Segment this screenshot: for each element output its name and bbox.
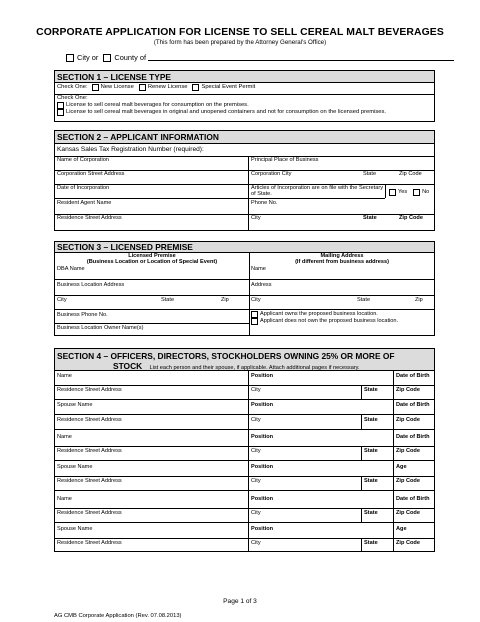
spouse-2-city-label: City <box>251 478 261 484</box>
county-checkbox[interactable] <box>103 54 111 62</box>
articles-yes-checkbox[interactable] <box>389 189 396 196</box>
state-label: State <box>363 215 377 221</box>
officer-2-name-label: Name <box>57 434 72 440</box>
resident-agent-label: Resident Agent Name <box>57 200 112 206</box>
premise-state-label: State <box>161 297 175 303</box>
containers-option <box>57 109 386 116</box>
spouse-3-name-label: Spouse Name <box>57 526 93 532</box>
officer-1-zip-label: Zip Code <box>396 387 420 393</box>
no-label: No <box>422 189 430 196</box>
licensed-premise-subheading: (Business Location or Location of Special Event) <box>86 259 218 265</box>
form-title: CORPORATE APPLICATION FOR LICENSE TO SELL CEREAL MALT BEVERAGES <box>36 27 444 38</box>
mailing-state-label: State <box>357 297 371 303</box>
zip-label: Zip Code <box>399 215 423 221</box>
officer-2-city-label: City <box>251 448 261 454</box>
mailing-address-heading: Mailing Address <box>320 253 364 259</box>
renew-license-checkbox[interactable] <box>139 84 146 91</box>
special-event-checkbox[interactable] <box>192 84 199 91</box>
spouse-1-zip-label: Zip Code <box>396 417 420 423</box>
principal-place-label: Principal Place of Business <box>251 157 319 163</box>
business-phone-label: Business Phone No. <box>57 312 108 318</box>
spouse-1-name-label: Spouse Name <box>57 402 93 408</box>
officer-3-dob-label: Date of Birth <box>396 496 430 502</box>
spouse-1-street-label: Residence Street Address <box>57 417 122 423</box>
section-licensed-premise <box>54 241 435 336</box>
officer-3-zip-label: Zip Code <box>396 510 420 516</box>
owns-location-option <box>251 311 378 318</box>
premise-city-label: City <box>57 297 67 303</box>
dba-label: DBA Name <box>57 266 85 272</box>
licensed-premise-heading: Licensed Premise <box>128 253 176 259</box>
not-own-location-checkbox[interactable] <box>251 318 258 325</box>
officer-1-city-label: City <box>251 387 261 393</box>
articles-no-checkbox[interactable] <box>413 189 420 196</box>
phone-label: Phone No. <box>251 200 278 206</box>
section-4-heading <box>55 349 434 371</box>
officer-1-name-label: Name <box>57 373 72 379</box>
spouse-3-state-label: State <box>364 540 378 546</box>
officer-2-zip-label: Zip Code <box>396 448 420 454</box>
new-license-checkbox[interactable] <box>92 84 99 91</box>
spouse-2-age-label: Age <box>396 464 407 470</box>
spouse-3-city-label: City <box>251 540 261 546</box>
city-label: City or <box>77 53 99 62</box>
not-own-location-option <box>251 318 398 325</box>
page-number: Page 1 of 3 <box>223 598 257 605</box>
mailing-city-label: City <box>251 297 261 303</box>
section-officers <box>54 348 435 552</box>
corp-zip-label: Zip Code <box>399 171 422 177</box>
section-4-title: SECTION 4 – OFFICERS, DIRECTORS, STOCKHOLDERS OWNING 25% OR MORE OF <box>57 351 395 361</box>
spouse-2-state-label: State <box>364 478 378 484</box>
city-checkbox[interactable] <box>66 54 74 62</box>
corp-city-label: Corporation City <box>251 171 292 177</box>
owns-location-checkbox[interactable] <box>251 311 258 318</box>
officer-2-dob-label: Date of Birth <box>396 434 430 440</box>
spouse-2-position-label: Position <box>251 464 274 470</box>
spouse-3-position-label: Position <box>251 526 274 532</box>
jurisdiction-name-field[interactable] <box>148 54 454 61</box>
containers-checkbox[interactable] <box>57 109 64 116</box>
spouse-2-zip-label: Zip Code <box>396 478 420 484</box>
license-type-row <box>57 84 255 91</box>
form-subtitle: (This form has been prepared by the Attorney General's Office) <box>153 39 327 46</box>
residence-street-label: Residence Street Address <box>57 215 122 221</box>
mailing-address-subheading: (If different from business address) <box>295 259 389 265</box>
spouse-1-state-label: State <box>364 417 378 423</box>
officer-2-street-label: Residence Street Address <box>57 448 122 454</box>
section-4-stock: STOCK <box>113 361 143 371</box>
incorporation-date-label: Date of Incorporation <box>57 185 110 191</box>
corp-state-label: State <box>363 171 377 177</box>
officer-3-state-label: State <box>364 510 378 516</box>
spouse-1-city-label: City <box>251 417 261 423</box>
spouse-1-dob-label: Date of Birth <box>396 402 430 408</box>
spouse-2-street-label: Residence Street Address <box>57 478 122 484</box>
check-one-label: Check One: <box>57 84 88 90</box>
check-one-label-2: Check One: <box>57 95 88 101</box>
not-own-location-label: Applicant does not own the proposed business location. <box>260 318 399 325</box>
jurisdiction-row <box>66 53 454 62</box>
yes-label: Yes <box>398 189 408 196</box>
mailing-zip-label: Zip <box>415 297 423 303</box>
spouse-2-name-label: Spouse Name <box>57 464 93 470</box>
owns-location-label: Applicant owns the proposed business location. <box>260 311 378 318</box>
section-applicant-information <box>54 130 435 231</box>
officer-1-position-label: Position <box>251 373 274 379</box>
officer-2-position-label: Position <box>251 434 274 440</box>
form-revision: AG CMB Corporate Application (Rev. 07.08.2013) <box>54 613 182 619</box>
renew-license-label: Renew License <box>147 84 188 90</box>
tax-registration-label: Kansas Sales Tax Registration Number (required): <box>57 146 204 153</box>
spouse-3-age-label: Age <box>396 526 407 532</box>
premise-zip-label: Zip <box>221 297 229 303</box>
section-4-instructions: List each person and their spouse, if applicable. Attach additional pages if necessary. <box>149 365 360 371</box>
officer-1-state-label: State <box>364 387 378 393</box>
corporation-name-label: Name of Corporation <box>57 157 109 163</box>
county-label: County of <box>114 53 146 62</box>
section-3-heading: SECTION 3 – LICENSED PREMISE <box>55 242 434 253</box>
articles-yes-option <box>389 189 429 196</box>
officer-2-state-label: State <box>364 448 378 454</box>
spouse-1-position-label: Position <box>251 402 274 408</box>
officer-3-name-label: Name <box>57 496 72 502</box>
corp-street-label: Corporation Street Address <box>57 171 125 177</box>
premises-checkbox[interactable] <box>57 102 64 109</box>
articles-on-file-label: Articles of Incorporation are on file with the Secretary of State. <box>251 185 383 198</box>
officer-3-street-label: Residence Street Address <box>57 510 122 516</box>
section-4-title-line2 <box>57 361 432 373</box>
officer-3-position-label: Position <box>251 496 274 502</box>
officer-1-street-label: Residence Street Address <box>57 387 122 393</box>
owner-name-label: Business Location Owner Name(s) <box>57 325 144 331</box>
section-license-type <box>54 70 435 122</box>
section-2-heading: SECTION 2 – APPLICANT INFORMATION <box>55 131 434 144</box>
city-label: City <box>251 215 261 221</box>
special-event-label: Special Event Permit <box>201 84 256 90</box>
premises-label: License to sell cereal malt beverages for consumption on the premises. <box>66 102 249 108</box>
new-license-label: New License <box>100 84 134 90</box>
premises-option <box>57 102 249 109</box>
mailing-name-label: Name <box>251 266 266 272</box>
spouse-3-street-label: Residence Street Address <box>57 540 122 546</box>
containers-label: License to sell cereal malt beverages in original and unopened containers and not for consumption on the licensed premises. <box>66 109 386 115</box>
spouse-3-zip-label: Zip Code <box>396 540 420 546</box>
mailing-address-label: Address <box>251 282 272 288</box>
section-1-heading: SECTION 1 – LICENSE TYPE <box>55 71 434 83</box>
officer-3-city-label: City <box>251 510 261 516</box>
business-location-label: Business Location Address <box>57 282 125 288</box>
officer-1-dob-label: Date of Birth <box>396 373 430 379</box>
